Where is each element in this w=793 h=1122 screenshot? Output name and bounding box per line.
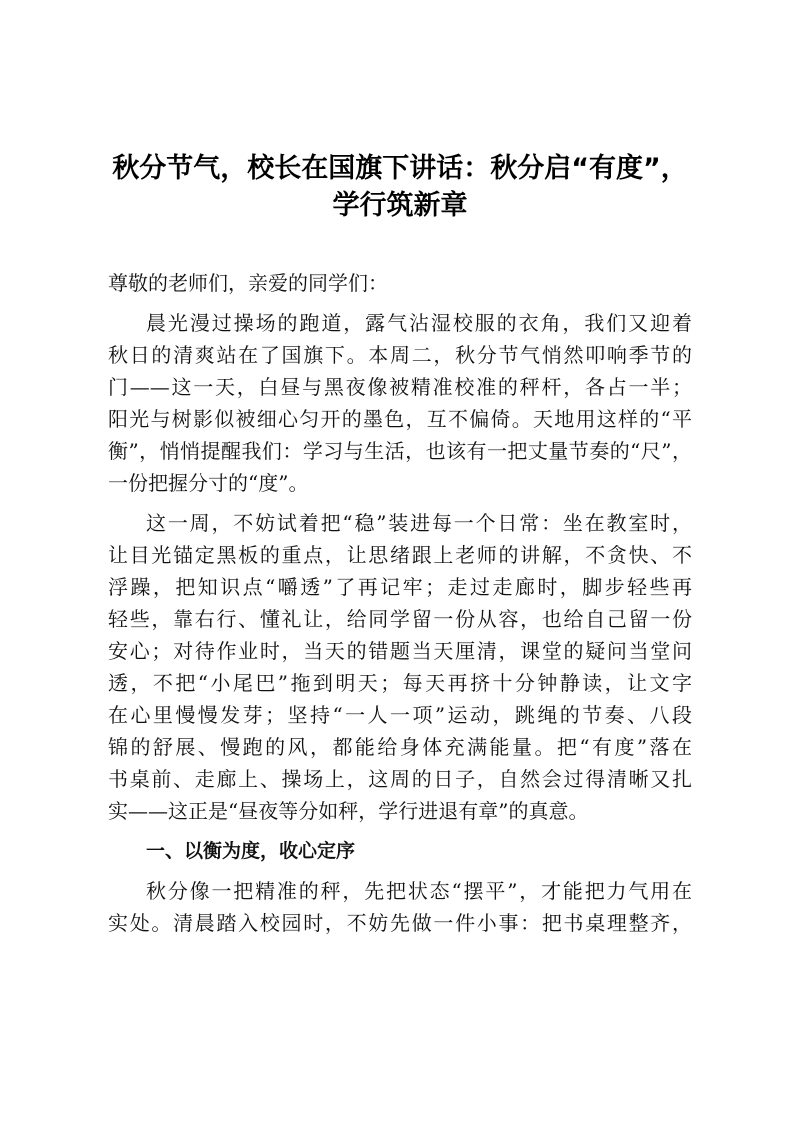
text-line: 这一周，不妨试着把“稳”装进每一个日常：坐在教室时， bbox=[146, 511, 692, 535]
text-line: 衡”，悄悄提醒我们：学习与生活，也该有一把丈量节奏的“尺”， bbox=[108, 439, 692, 463]
document-title bbox=[100, 150, 700, 224]
text-line: 秋分像一把精准的秤，先把状态“摆平”，才能把力气用在 bbox=[146, 879, 692, 903]
title-line-1: 秋分节气，校长在国旗下讲话：秋分启“有度”， bbox=[112, 153, 688, 184]
paragraph bbox=[108, 875, 692, 939]
text-line: 实处。清晨踏入校园时，不妨先做一件小事：把书桌理整齐， bbox=[108, 911, 692, 935]
text-line: 晨光漫过操场的跑道，露气沾湿校服的衣角，我们又迎着 bbox=[146, 311, 692, 335]
text-line: 浮躁，把知识点“嚼透”了再记牢；走过走廊时，脚步轻些再 bbox=[108, 575, 692, 599]
document-body bbox=[108, 267, 692, 939]
text-line: 透，不把“小尾巴”拖到明天；每天再挤十分钟静读，让文字 bbox=[108, 671, 692, 695]
text-line: 一、以衡为度，收心定序 bbox=[146, 840, 356, 862]
text-line: 安心；对待作业时，当天的错题当天厘清，课堂的疑问当堂问 bbox=[108, 639, 692, 663]
text-line: 书桌前、走廊上、操场上，这周的日子，自然会过得清晰又扎 bbox=[108, 767, 692, 791]
title-line-2: 学行筑新章 bbox=[332, 190, 468, 221]
text-line: 门——这一天，白昼与黑夜像被精准校准的秤杆，各占一半； bbox=[108, 375, 692, 399]
text-line: 一份把握分寸的“度”。 bbox=[108, 471, 309, 495]
text-line: 轻些，靠右行、懂礼让，给同学留一份从容，也给自己留一份 bbox=[108, 607, 692, 631]
text-line: 锦的舒展、慢跑的风，都能给身体充满能量。把“有度”落在 bbox=[108, 735, 692, 759]
text-line: 阳光与树影似被细心匀开的墨色，互不偏倚。天地用这样的“平 bbox=[108, 407, 692, 431]
text-line: 尊敬的老师们，亲爱的同学们： bbox=[108, 271, 388, 295]
text-line: 在心里慢慢发芽；坚持“一人一项”运动，跳绳的节奏、八段 bbox=[108, 703, 692, 727]
paragraph bbox=[108, 307, 692, 499]
salutation bbox=[108, 267, 692, 299]
text-line: 秋日的清爽站在了国旗下。本周二，秋分节气悄然叩响季节的 bbox=[108, 343, 692, 367]
text-line: 实——这正是“昼夜等分如秤，学行进退有章”的真意。 bbox=[108, 799, 589, 823]
paragraph bbox=[108, 507, 692, 827]
text-line: 让目光锚定黑板的重点，让思绪跟上老师的讲解，不贪快、不 bbox=[108, 543, 692, 567]
section-heading bbox=[108, 835, 692, 867]
